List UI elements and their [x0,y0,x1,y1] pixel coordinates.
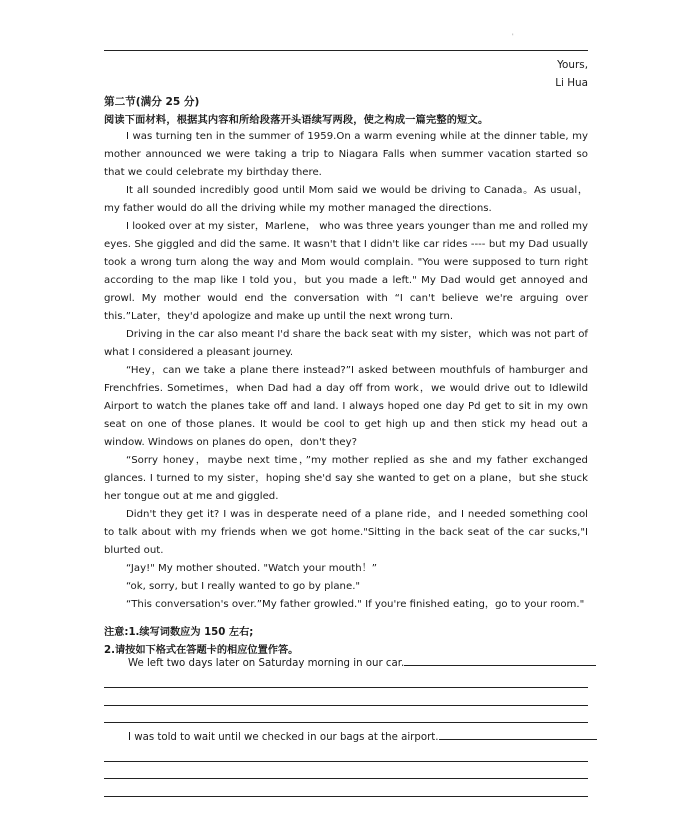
passage [104,128,588,614]
answer-line[interactable] [104,722,588,723]
passage-paragraph: “ok, sorry, but I really wanted to go by plane." [126,581,361,592]
letter-closing: Yours, [557,59,588,71]
passage-paragraph: Didn't they get it? I was in desperate need of a plane ride，and I needed something cool to talk about with my friends when we got home."Sitting in the back seat of the car sucks,"I blurted out. [104,509,588,556]
paragraph2-opening: I was told to wait until we checked in our bags at the airport. [128,732,439,743]
passage-paragraph: I looked over at my sister，Marlene， who was three years younger than me and rolled my eyes. She giggled and did the same. It wasn't that I didn't like car rides ---- but my Dad usually took a wrong turn along the way and Mom would complain. "You were supposed to turn right according to the map like I told you，but you made a left." My Dad would get annoyed and growl. My mother would end the conversation with “I can't believe we're arguing over this.”Later，they'd apologize and make up until the next wrong turn. [104,221,588,322]
passage-paragraph: It all sounded incredibly good until Mom said we would be driving to Canada。As usual，my father would do all the driving while my mother managed the directions. [104,185,588,214]
passage-paragraph: Driving in the car also meant I'd share the back seat with my sister，which was not part of what I considered a pleasant journey. [104,329,588,358]
passage-paragraph: “Hey，can we take a plane there instead?”I asked between mouthfuls of hamburger and Frenchfries. Sometimes，when Dad had a day off from work，we would drive out to Idlewild Airport to watch the planes take off and land. I always hoped one day Pd get to sit in my own seat on one of those planes. It would be cool to get high up and then stick my head out a window. Windows on planes do open，don't they? [104,365,588,448]
passage-paragraph: I was turning ten in the summer of 1959.On a warm evening while at the dinner table, my mother announced we were taking a trip to Niagara Falls when summer vacation started so that we could celebrate my birthday there. [104,131,588,178]
passage-paragraph: “Jay!" My mother shouted. "Watch your mouth！” [126,563,378,574]
answer-line[interactable] [104,687,588,688]
paragraph1-prompt [128,658,596,669]
section-heading: 第二节(满分 25 分) [104,96,200,108]
note-answer-format: 2.请按如下格式在答题卡的相应位置作答。 [104,645,299,656]
answer-line[interactable] [104,761,588,762]
top-answer-line [104,50,588,51]
paragraph1-blank[interactable] [404,665,596,666]
section-instruction: 阅读下面材料，根据其内容和所给段落开头语续写两段，使之构成一篇完整的短文。 [104,115,489,126]
scan-mark: ' [512,33,514,40]
passage-paragraph: “Sorry honey，maybe next time，”my mother replied as she and my father exchanged glances. I turned to my sister，hoping she'd say she wanted to get on a plane，but she stuck her tongue out at me and giggled. [104,455,588,502]
answer-line[interactable] [104,796,588,797]
note-word-count: 注意:1.续写词数应为 150 左右; [104,627,254,638]
letter-signature-name: Li Hua [555,77,588,89]
paragraph2-blank[interactable] [439,739,597,740]
paragraph2-prompt [128,732,597,743]
answer-line[interactable] [104,705,588,706]
passage-paragraph: “This conversation's over.”My father growled." If you're finished eating，go to your room." [126,599,585,610]
answer-line[interactable] [104,778,588,779]
paragraph1-opening: We left two days later on Saturday morning in our car. [128,658,405,669]
